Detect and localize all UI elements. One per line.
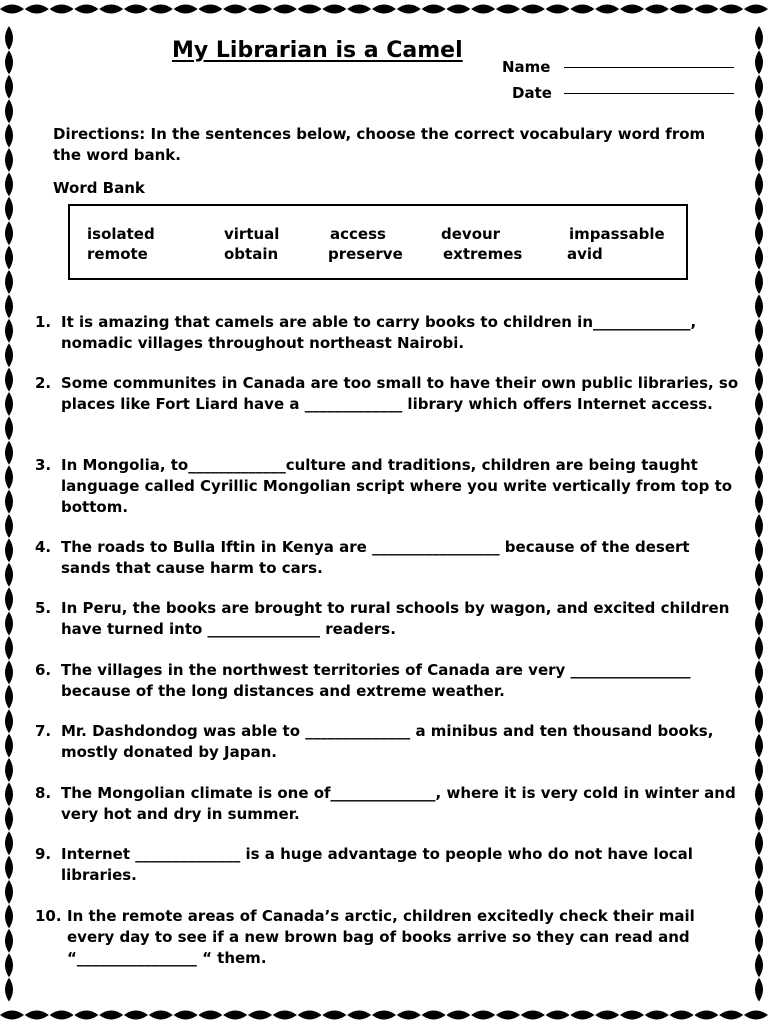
question-number: 2. bbox=[35, 374, 52, 392]
border-diamond bbox=[5, 807, 13, 831]
border-diamond bbox=[124, 1011, 148, 1020]
name-label: Name bbox=[502, 58, 551, 76]
question-text: In Mongolia, to_____________culture and traditions, children are being taught language called Cyrillic Mongolian script where you write vertically from top to bottom. bbox=[61, 456, 733, 516]
question-number: 1. bbox=[35, 313, 52, 331]
border-diamond bbox=[755, 978, 763, 1002]
border-diamond bbox=[755, 758, 763, 782]
question-number: 9. bbox=[35, 845, 52, 863]
border-diamond bbox=[5, 148, 13, 172]
border-diamond bbox=[99, 5, 123, 14]
border-diamond bbox=[570, 1011, 594, 1020]
date-line[interactable] bbox=[564, 93, 734, 94]
border-diamond bbox=[755, 514, 763, 538]
border-diamond bbox=[149, 1011, 173, 1020]
question-text: Some communites in Canada are too small to have their own public libraries, so places like Fort Liard have a _____________ library which offers Internet access. bbox=[61, 374, 739, 413]
border-diamond bbox=[5, 490, 13, 514]
border-diamond bbox=[755, 197, 763, 221]
border-diamond bbox=[0, 5, 24, 14]
border-diamond bbox=[5, 636, 13, 660]
word-bank-label: Word Bank bbox=[53, 179, 145, 197]
border-diamond bbox=[298, 1011, 322, 1020]
border-diamond bbox=[744, 5, 768, 14]
border-diamond bbox=[755, 221, 763, 245]
border-diamond bbox=[755, 880, 763, 904]
border-diamond bbox=[755, 807, 763, 831]
border-diamond bbox=[397, 1011, 421, 1020]
border-diamond bbox=[755, 343, 763, 367]
border-diamond bbox=[248, 1011, 272, 1020]
word-isolated: isolated bbox=[87, 225, 155, 243]
border-diamond bbox=[5, 416, 13, 440]
question-text: The Mongolian climate is one of______________, where it is very cold in winter and very hot and dry in summer. bbox=[61, 784, 736, 823]
directions-text: Directions: In the sentences below, choose the correct vocabulary word from the word bank. bbox=[53, 125, 706, 164]
border-diamond bbox=[5, 172, 13, 196]
border-diamond bbox=[719, 1011, 743, 1020]
border-diamond bbox=[5, 465, 13, 489]
border-diamond bbox=[521, 1011, 545, 1020]
border-diamond bbox=[755, 99, 763, 123]
border-diamond bbox=[755, 563, 763, 587]
border-diamond bbox=[670, 5, 694, 14]
border-diamond bbox=[694, 5, 718, 14]
border-diamond bbox=[198, 5, 222, 14]
border-diamond bbox=[755, 75, 763, 99]
border-diamond bbox=[755, 685, 763, 709]
border-diamond bbox=[298, 5, 322, 14]
border-diamond bbox=[5, 758, 13, 782]
question-text: Mr. Dashdondog was able to ______________ a minibus and ten thousand books, mostly donated by Japan. bbox=[61, 722, 714, 761]
border-diamond bbox=[755, 953, 763, 977]
border-diamond bbox=[397, 5, 421, 14]
word-extremes: extremes bbox=[443, 245, 523, 263]
border-diamond bbox=[755, 636, 763, 660]
border-diamond bbox=[755, 368, 763, 392]
border-diamond bbox=[755, 904, 763, 928]
border-diamond bbox=[595, 5, 619, 14]
name-line[interactable] bbox=[564, 67, 734, 68]
question-number: 10. bbox=[35, 907, 62, 925]
border-diamond bbox=[5, 75, 13, 99]
border-diamond bbox=[5, 587, 13, 611]
border-diamond bbox=[755, 782, 763, 806]
question-number: 7. bbox=[35, 722, 52, 740]
border-diamond bbox=[755, 612, 763, 636]
border-diamond bbox=[694, 1011, 718, 1020]
border-diamond bbox=[322, 1011, 346, 1020]
question-text: The roads to Bulla Iftin in Kenya are _________________ because of the desert sands that cause harm to cars. bbox=[61, 538, 690, 577]
border-diamond bbox=[471, 1011, 495, 1020]
border-diamond bbox=[755, 50, 763, 74]
question-number: 8. bbox=[35, 784, 52, 802]
border-diamond bbox=[719, 5, 743, 14]
question-text: The villages in the northwest territories of Canada are very ________________ because of the long distances and extreme weather. bbox=[61, 661, 691, 700]
border-diamond bbox=[645, 5, 669, 14]
border-diamond bbox=[347, 5, 371, 14]
border-diamond bbox=[174, 5, 198, 14]
question-text: Internet ______________ is a huge advantage to people who do not have local libraries. bbox=[61, 845, 693, 884]
word-remote: remote bbox=[87, 245, 148, 263]
border-diamond bbox=[5, 441, 13, 465]
border-diamond bbox=[755, 831, 763, 855]
border-diamond bbox=[5, 709, 13, 733]
border-diamond bbox=[174, 1011, 198, 1020]
word-avid: avid bbox=[567, 245, 603, 263]
border-diamond bbox=[223, 1011, 247, 1020]
border-diamond bbox=[5, 221, 13, 245]
border-diamond bbox=[620, 5, 644, 14]
border-diamond bbox=[372, 5, 396, 14]
word-access: access bbox=[330, 225, 386, 243]
word-devour: devour bbox=[441, 225, 501, 243]
border-diamond bbox=[645, 1011, 669, 1020]
border-diamond bbox=[5, 880, 13, 904]
border-diamond bbox=[5, 734, 13, 758]
border-diamond bbox=[546, 5, 570, 14]
word-obtain: obtain bbox=[224, 245, 279, 263]
border-diamond bbox=[744, 1011, 768, 1020]
border-diamond bbox=[595, 1011, 619, 1020]
border-diamond bbox=[25, 5, 49, 14]
border-diamond bbox=[74, 5, 98, 14]
border-diamond bbox=[496, 5, 520, 14]
border-diamond bbox=[5, 563, 13, 587]
border-diamond bbox=[5, 514, 13, 538]
border-diamond bbox=[273, 1011, 297, 1020]
word-impassable: impassable bbox=[569, 225, 665, 243]
border-diamond bbox=[755, 172, 763, 196]
word-preserve: preserve bbox=[328, 245, 403, 263]
border-diamond bbox=[5, 978, 13, 1002]
border-diamond bbox=[755, 319, 763, 343]
border-diamond bbox=[755, 270, 763, 294]
border-diamond bbox=[50, 5, 74, 14]
border-diamond bbox=[546, 1011, 570, 1020]
border-diamond bbox=[124, 5, 148, 14]
border-diamond bbox=[5, 831, 13, 855]
date-label: Date bbox=[512, 84, 552, 102]
border-diamond bbox=[347, 1011, 371, 1020]
border-diamond bbox=[755, 416, 763, 440]
border-diamond bbox=[755, 538, 763, 562]
border-diamond bbox=[5, 929, 13, 953]
border-diamond bbox=[198, 1011, 222, 1020]
date-field[interactable] bbox=[512, 84, 552, 102]
border-diamond bbox=[496, 1011, 520, 1020]
border-diamond bbox=[471, 5, 495, 14]
border-diamond bbox=[422, 1011, 446, 1020]
border-diamond bbox=[755, 929, 763, 953]
border-diamond bbox=[5, 953, 13, 977]
border-diamond bbox=[50, 1011, 74, 1020]
border-diamond bbox=[5, 294, 13, 318]
word-virtual: virtual bbox=[224, 225, 280, 243]
border-diamond bbox=[755, 246, 763, 270]
border-diamond bbox=[755, 294, 763, 318]
border-diamond bbox=[322, 5, 346, 14]
question-number: 6. bbox=[35, 661, 52, 679]
border-diamond bbox=[5, 99, 13, 123]
border-diamond bbox=[755, 124, 763, 148]
border-diamond bbox=[372, 1011, 396, 1020]
question-text: It is amazing that camels are able to carry books to children in_____________, nomadic villages throughout northeast Nairobi. bbox=[61, 313, 697, 352]
border-diamond bbox=[5, 246, 13, 270]
border-diamond bbox=[5, 660, 13, 684]
border-diamond bbox=[5, 50, 13, 74]
border-diamond bbox=[670, 1011, 694, 1020]
border-diamond bbox=[755, 660, 763, 684]
border-diamond bbox=[5, 368, 13, 392]
border-diamond bbox=[521, 5, 545, 14]
border-diamond bbox=[446, 5, 470, 14]
border-diamond bbox=[5, 538, 13, 562]
border-diamond bbox=[5, 197, 13, 221]
border-diamond bbox=[755, 709, 763, 733]
border-diamond bbox=[620, 1011, 644, 1020]
border-diamond bbox=[755, 490, 763, 514]
border-diamond bbox=[755, 441, 763, 465]
name-field[interactable] bbox=[502, 58, 550, 76]
border-diamond bbox=[755, 465, 763, 489]
question-number: 4. bbox=[35, 538, 52, 556]
border-diamond bbox=[5, 343, 13, 367]
border-diamond bbox=[5, 856, 13, 880]
border-diamond bbox=[755, 392, 763, 416]
border-diamond bbox=[5, 392, 13, 416]
question-number: 5. bbox=[35, 599, 52, 617]
border-diamond bbox=[149, 5, 173, 14]
border-diamond bbox=[223, 5, 247, 14]
border-diamond bbox=[570, 5, 594, 14]
border-diamond bbox=[25, 1011, 49, 1020]
question-text: In the remote areas of Canada’s arctic, children excitedly check their mail every day to see if a new brown bag of books arrive so they can read and “________________ “ them. bbox=[67, 907, 695, 967]
border-diamond bbox=[5, 319, 13, 343]
border-diamond bbox=[99, 1011, 123, 1020]
border-diamond bbox=[755, 734, 763, 758]
border-diamond bbox=[5, 124, 13, 148]
border-diamond bbox=[248, 5, 272, 14]
border-diamond bbox=[5, 685, 13, 709]
word-bank-box bbox=[68, 204, 688, 280]
border-diamond bbox=[446, 1011, 470, 1020]
question-text: In Peru, the books are brought to rural schools by wagon, and excited children have turned into _______________ readers. bbox=[61, 599, 730, 638]
border-diamond bbox=[0, 1011, 24, 1020]
border-diamond bbox=[755, 26, 763, 50]
border-diamond bbox=[755, 148, 763, 172]
worksheet-title: My Librarian is a Camel bbox=[172, 38, 463, 63]
border-diamond bbox=[5, 782, 13, 806]
border-diamond bbox=[755, 856, 763, 880]
border-diamond bbox=[5, 270, 13, 294]
border-diamond bbox=[273, 5, 297, 14]
border-diamond bbox=[422, 5, 446, 14]
border-diamond bbox=[5, 26, 13, 50]
question-number: 3. bbox=[35, 456, 52, 474]
border-diamond bbox=[755, 587, 763, 611]
border-diamond bbox=[5, 612, 13, 636]
border-diamond bbox=[5, 904, 13, 928]
border-diamond bbox=[74, 1011, 98, 1020]
